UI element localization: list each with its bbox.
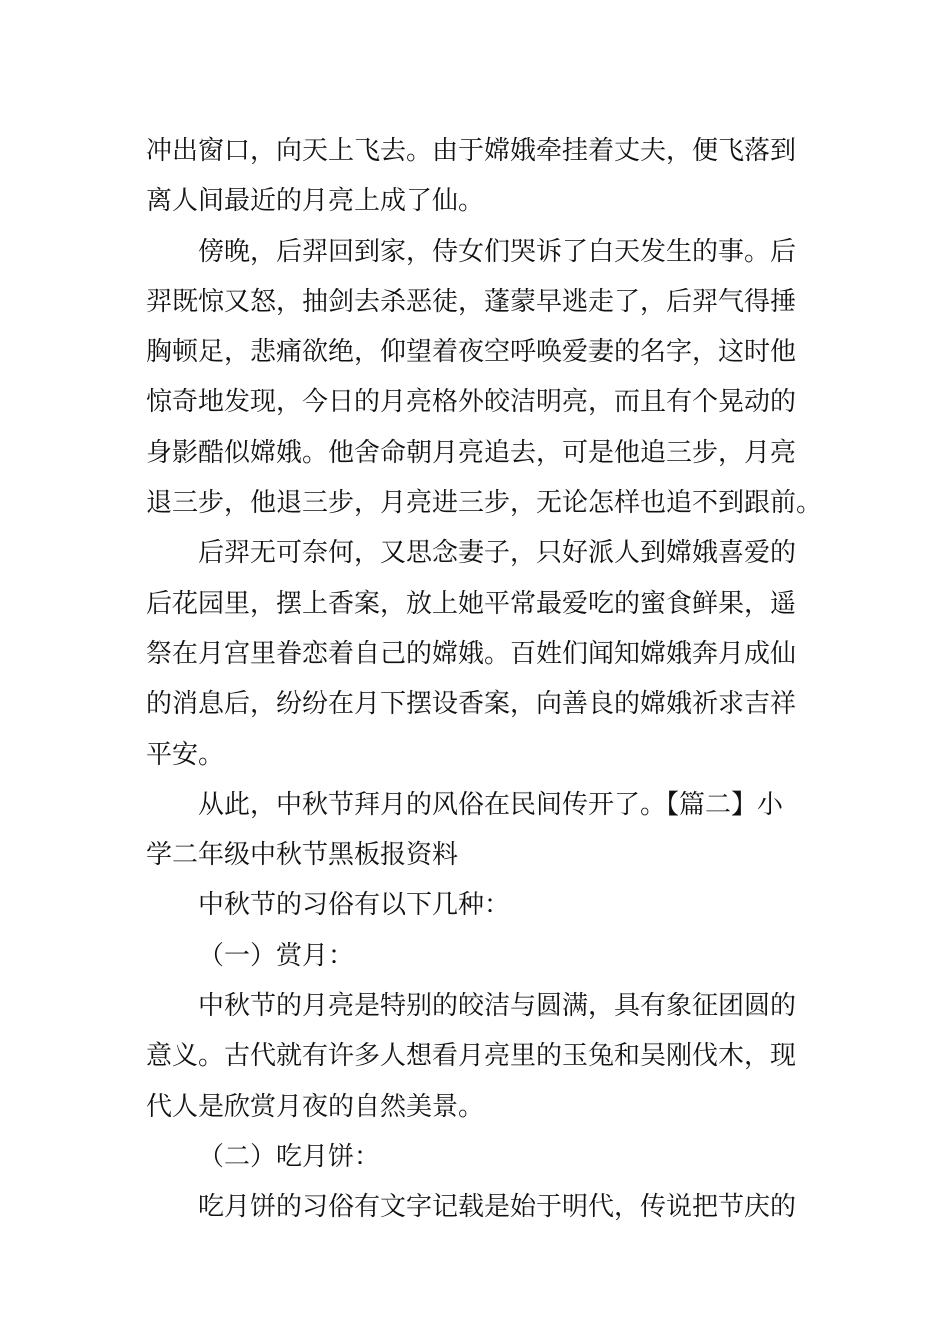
text-line: 退三步，他退三步，月亮进三步，无论怎样也追不到跟前。 [146, 488, 823, 519]
text-line: 冲出窗口，向天上飞去。由于嫦娥牵挂着丈夫，便飞落到 [146, 136, 797, 166]
text-line: 中秋节的月亮是特别的皎洁与圆满，具有象征团圆的 [198, 991, 797, 1022]
paragraph-p9 [146, 1182, 808, 1232]
text-line: 离人间最近的月亮上成了仙。 [146, 186, 485, 217]
text-line: 的消息后，纷纷在月下摆设香案，向善良的嫦娥祈求吉祥 [146, 689, 797, 720]
text-line: 羿既惊又怒，抽剑去杀恶徒，蓬蒙早逃走了，后羿气得捶 [146, 286, 797, 317]
paragraph-p4 [146, 780, 808, 881]
paragraph-p1 [146, 126, 808, 227]
text-line: （一）赏月： [198, 940, 355, 971]
paragraph-p5 [146, 880, 808, 930]
text-line: 中秋节的习俗有以下几种： [198, 890, 511, 921]
document-body [146, 126, 823, 1233]
text-line: 后羿无可奈何，又思念妻子，只好派人到嫦娥喜爱的 [198, 538, 797, 569]
text-line: 吃月饼的习俗有文字记载是始于明代，传说把节庆的 [198, 1192, 797, 1223]
text-line: 学二年级中秋节黑板报资料 [146, 840, 459, 871]
paragraph-p6 [146, 931, 808, 981]
paragraph-p3 [146, 528, 808, 779]
paragraph-p2 [146, 227, 823, 529]
text-line: 身影酷似嫦娥。他舍命朝月亮追去，可是他追三步，月亮 [146, 437, 797, 468]
paragraph-p7 [146, 981, 808, 1132]
text-line: 胸顿足，悲痛欲绝，仰望着夜空呼唤爱妻的名字，这时他 [146, 337, 797, 368]
text-line: 代人是欣赏月夜的自然美景。 [146, 1091, 485, 1122]
text-line: 意义。古代就有许多人想看月亮里的玉兔和吴刚伐木，现 [146, 1041, 797, 1072]
text-line: 惊奇地发现，今日的月亮格外皎洁明亮，而且有个晃动的 [146, 387, 797, 418]
text-line: （二）吃月饼： [198, 1141, 381, 1172]
paragraph-p8 [146, 1132, 808, 1182]
text-line: 后花园里，摆上香案，放上她平常最爱吃的蜜食鲜果，遥 [146, 588, 797, 619]
text-line: 平安。 [146, 739, 225, 770]
text-line: 傍晚，后羿回到家，侍女们哭诉了白天发生的事。后 [198, 236, 797, 267]
text-line: 祭在月宫里眷恋着自己的嫦娥。百姓们闻知嫦娥奔月成仙 [146, 638, 797, 669]
text-line: 从此，中秋节拜月的风俗在民间传开了。【篇二】小 [198, 789, 784, 820]
